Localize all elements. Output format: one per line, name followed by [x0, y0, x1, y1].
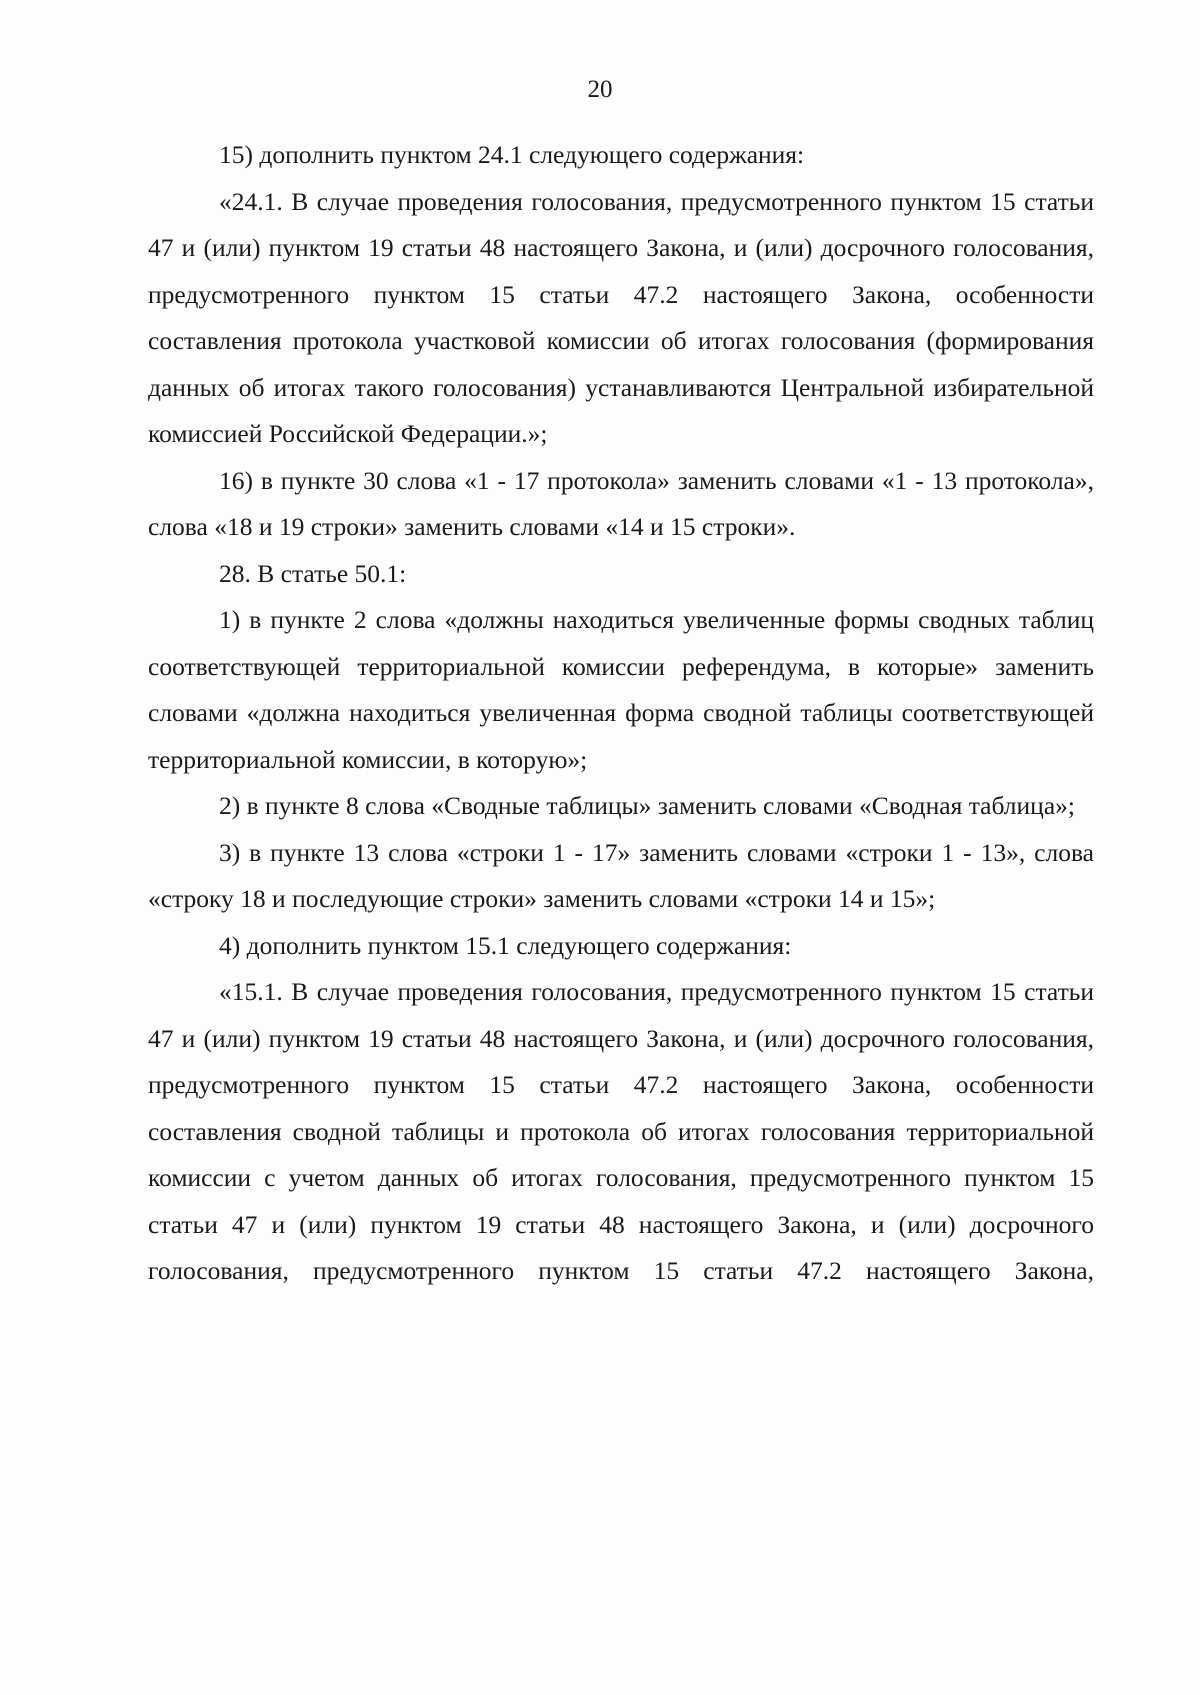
- paragraph-point-15-1: «15.1. В случае проведения голосования, предусмотренного пунктом 15 статьи 47 и (или) пунктом 19 статьи 48 настоящего Закона, и (или) досрочного голосования, предусмотренного пунктом 15 статьи 47.2 настоящего Закона, особенности составления сводной таблицы и протокола об итогах голосования территориальной комиссии с учетом данных об итогах голосования, предусмотренного пунктом 15 статьи 47 и (или) пунктом 19 статьи 48 настоящего Закона, и (или) досрочного голосования, предусмотренного пунктом 15 статьи 47.2 настоящего Закона,: [148, 977, 1094, 1285]
- paragraph-point-24-1: «24.1. В случае проведения голосования, предусмотренного пунктом 15 статьи 47 и (или) пунктом 19 статьи 48 настоящего Закона, и (или) досрочного голосования, предусмотренного пунктом 15 статьи 47.2 настоящего Закона, особенности составления протокола участковой комиссии об итогах голосования (формирования данных об итогах такого голосования) устанавливаются Центральной избирательной комиссией Российской Федерации.»;: [148, 186, 1094, 448]
- document-body: [148, 132, 1094, 1295]
- paragraph-subitem-2: 2) в пункте 8 слова «Сводные таблицы» заменить словами «Сводная таблица»;: [219, 791, 1075, 820]
- paragraph-subitem-4: 4) дополнить пунктом 15.1 следующего содержания:: [219, 930, 792, 960]
- page-number: 20: [587, 76, 613, 103]
- paragraph-subitem-1: 1) в пункте 2 слова «должны находиться увеличенные формы сводных таблиц соответствующей территориальной комиссии референдума, в которые» заменить словами «должна находиться увеличенная форма сводной таблицы соответствующей территориальной комиссии, в которую»;: [148, 605, 1094, 774]
- paragraph-item-16: 16) в пункте 30 слова «1 - 17 протокола» заменить словами «1 - 13 протокола», слова «18 и 19 строки» заменить словами «14 и 15 строки».: [148, 465, 1094, 541]
- paragraph-subitem-3: 3) в пункте 13 слова «строки 1 - 17» заменить словами «строки 1 - 13», слова «строку 18 и последующие строки» заменить словами «строки 14 и 15»;: [148, 837, 1094, 913]
- paragraph-article-28: 28. В статье 50.1:: [219, 558, 407, 588]
- paragraph-item-15: 15) дополнить пунктом 24.1 следующего содержания:: [219, 140, 805, 169]
